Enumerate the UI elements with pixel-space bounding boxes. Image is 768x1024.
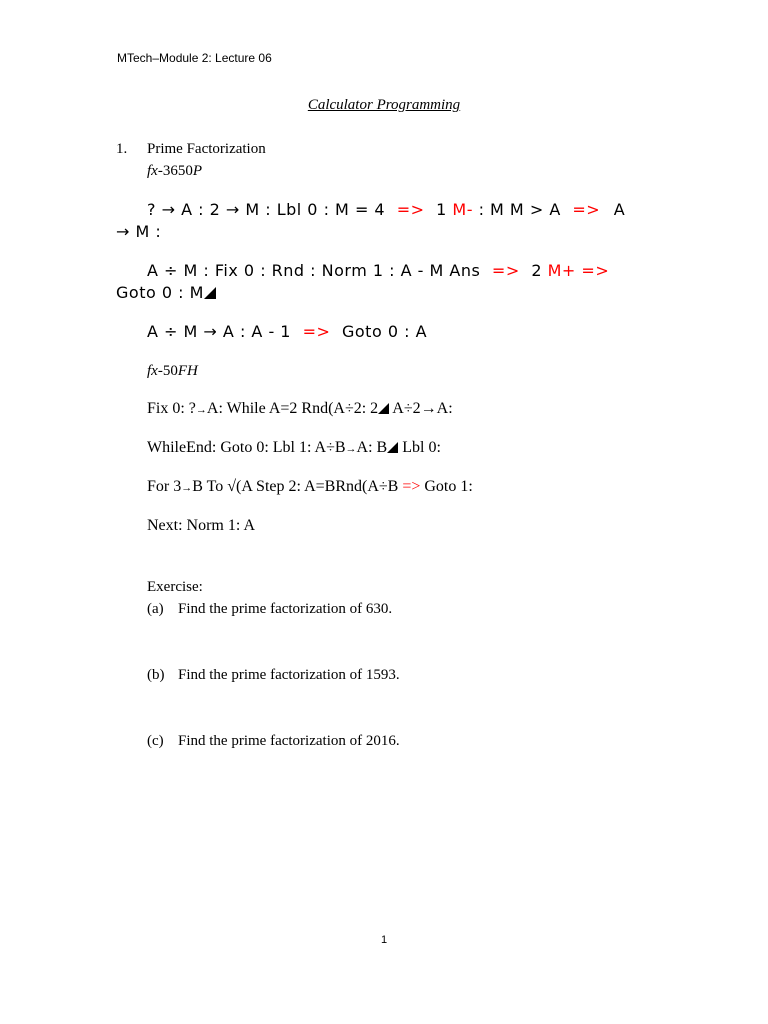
program-line-2	[147, 261, 609, 280]
exercise-item-text: Find the prime factorization of 1593.	[178, 667, 400, 683]
arrow-operator: =>	[572, 200, 601, 219]
code-segment: For 3	[147, 478, 182, 495]
small-arrow: →	[345, 443, 357, 455]
code-segment: A: B	[356, 439, 388, 456]
section-number: 1.	[116, 141, 128, 157]
code-segment: A ÷ M : Fix 0 : Rnd : Norm 1 : A - M Ans	[147, 261, 481, 280]
exercise-item-text: Find the prime factorization of 630.	[178, 601, 393, 617]
arrow-operator: =>	[396, 200, 425, 219]
code-segment: A÷2→A:	[392, 400, 453, 417]
model-prefix: fx	[147, 363, 158, 379]
exercise-label: Exercise:	[147, 579, 203, 595]
model-label-fx50fh	[147, 363, 198, 380]
program-line-1	[147, 200, 625, 219]
exercise-marker: (a)	[147, 601, 164, 617]
small-arrow: →	[181, 482, 193, 494]
arrow-operator: =>	[402, 478, 421, 495]
display-triangle-icon	[378, 403, 389, 414]
model-label-fx3650p	[147, 163, 202, 180]
code-segment: B To √(A Step 2: A=BRnd(A÷B	[192, 478, 399, 495]
fx50fh-line-1	[147, 400, 453, 418]
code-segment: : M M > A	[478, 200, 561, 219]
program-line-1-continued: → M :	[116, 222, 162, 241]
code-segment: Fix 0: ?	[147, 400, 196, 417]
display-triangle-icon	[387, 442, 398, 453]
code-segment: 1	[436, 200, 447, 219]
code-segment: ? → A : 2 → M : Lbl 0 : M = 4	[147, 200, 386, 219]
exercise-item-text: Find the prime factorization of 2016.	[178, 733, 400, 749]
exercise-marker: (b)	[147, 667, 165, 683]
page-title: Calculator Programming	[307, 97, 461, 113]
arrow-operator: =>	[491, 261, 520, 280]
code-segment: A: While A=2 Rnd(A÷2: 2	[206, 400, 379, 417]
code-segment: WhileEnd: Goto 0: Lbl 1: A÷B	[147, 439, 346, 456]
arrow-operator: =>	[581, 261, 610, 280]
fx50fh-line-3	[147, 478, 473, 496]
fx50fh-line-2	[147, 439, 441, 457]
model-number: -50	[157, 363, 178, 379]
exercise-marker: (c)	[147, 733, 164, 749]
section-heading: Prime Factorization	[147, 141, 266, 157]
page-number: 1	[380, 934, 388, 946]
model-suffix: FH	[177, 363, 198, 379]
model-prefix: fx	[147, 163, 158, 179]
model-number: -3650	[157, 163, 193, 179]
arrow-operator: =>	[302, 322, 331, 341]
fx50fh-line-4: Next: Norm 1: A	[147, 517, 255, 534]
key-m-minus: M-	[452, 200, 473, 219]
code-segment: Goto 1:	[424, 478, 473, 495]
code-segment: Lbl 0:	[402, 439, 441, 456]
model-suffix: P	[192, 163, 202, 179]
display-triangle-icon	[204, 287, 216, 299]
code-segment: A	[613, 200, 626, 219]
program-line-2-continued	[116, 283, 216, 302]
program-line-3	[147, 322, 427, 341]
page-header: MTech–Module 2: Lecture 06	[117, 51, 272, 65]
code-segment: Goto 0 : A	[341, 322, 428, 341]
code-segment: A ÷ M → A : A - 1	[147, 322, 291, 341]
code-segment: Goto 0 : M	[116, 283, 204, 302]
small-arrow: →	[195, 404, 207, 416]
key-m-plus: M+	[547, 261, 576, 280]
code-segment: 2	[531, 261, 543, 280]
